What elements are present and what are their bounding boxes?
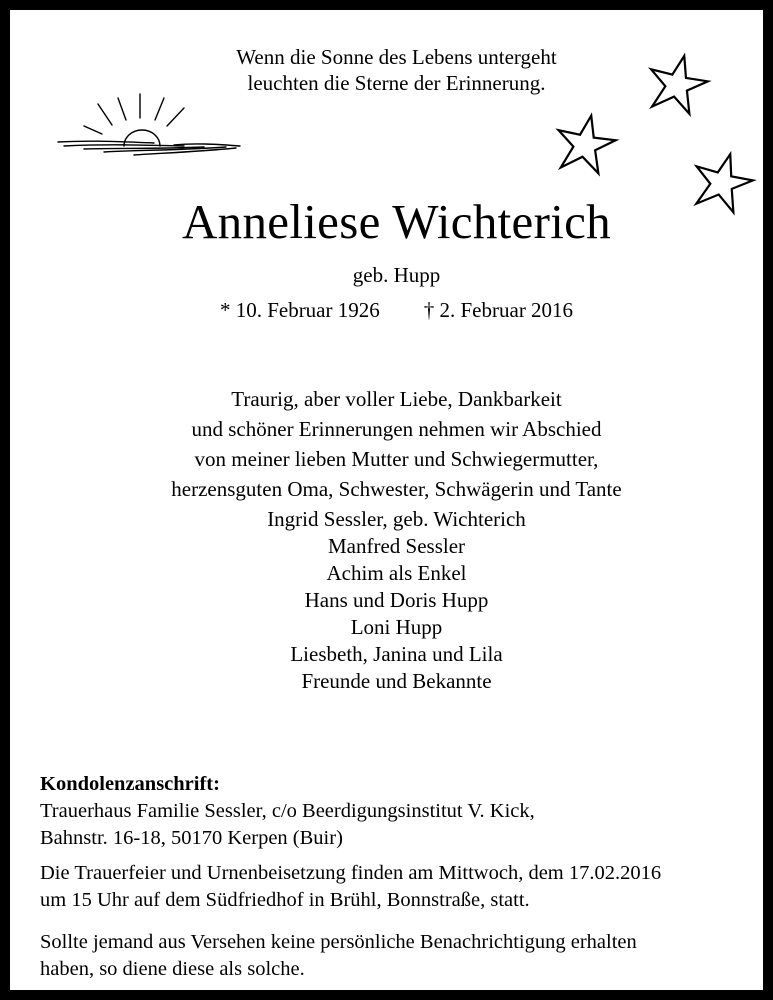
mourner-name: Ingrid Sessler, geb. Wichterich <box>267 507 526 531</box>
mourners-list <box>10 506 773 695</box>
condolence-address <box>40 771 760 852</box>
death-date: † 2. Februar 2016 <box>423 298 574 322</box>
intro-line: Traurig, aber voller Liebe, Dankbarkeit <box>231 387 562 411</box>
motto-line: leuchten die Sterne der Erinnerung. <box>247 71 546 95</box>
intro-line: und schöner Erinnerungen nehmen wir Abschied <box>191 417 602 441</box>
intro-line: von meiner lieben Mutter und Schwiegermutter, <box>194 447 599 471</box>
sunset-icon <box>54 90 244 170</box>
mourner-name: Manfred Sessler <box>327 534 466 558</box>
intro-line: herzensguten Oma, Schwester, Schwägerin und Tante <box>171 477 622 501</box>
mourner-name: Achim als Enkel <box>326 561 467 585</box>
deceased-name: Anneliese Wichterich <box>182 194 611 249</box>
notification-notice <box>40 929 760 983</box>
condolence-line: Bahnstr. 16-18, 50170 Kerpen (Buir) <box>40 827 343 849</box>
mourner-name: Freunde und Bekannte <box>301 669 492 693</box>
notice-line: Sollte jemand aus Versehen keine persönliche Benachrichtigung erhalten <box>40 931 637 953</box>
funeral-info <box>40 860 760 914</box>
mourner-name: Liesbeth, Janina und Lila <box>290 642 503 666</box>
condolence-heading: Kondolenzanschrift: <box>40 773 220 795</box>
birth-name: geb. Hupp <box>352 263 441 287</box>
funeral-line: Die Trauerfeier und Urnenbeisetzung finden am Mittwoch, dem 17.02.2016 <box>40 862 662 884</box>
mourner-name: Loni Hupp <box>350 615 443 639</box>
motto <box>10 44 773 96</box>
condolence-line: Trauerhaus Familie Sessler, c/o Beerdigungsinstitut V. Kick, <box>40 800 535 822</box>
funeral-line: um 15 Uhr auf dem Südfriedhof in Brühl, Bonnstraße, statt. <box>40 889 530 911</box>
motto-line: Wenn die Sonne des Lebens untergeht <box>236 45 557 69</box>
birth-date: * 10. Februar 1926 <box>219 298 380 322</box>
notice-line: haben, so diene diese als solche. <box>40 958 305 980</box>
star-icon <box>550 110 620 180</box>
intro-text <box>10 384 773 504</box>
mourner-name: Hans und Doris Hupp <box>304 588 489 612</box>
life-dates <box>10 297 773 323</box>
